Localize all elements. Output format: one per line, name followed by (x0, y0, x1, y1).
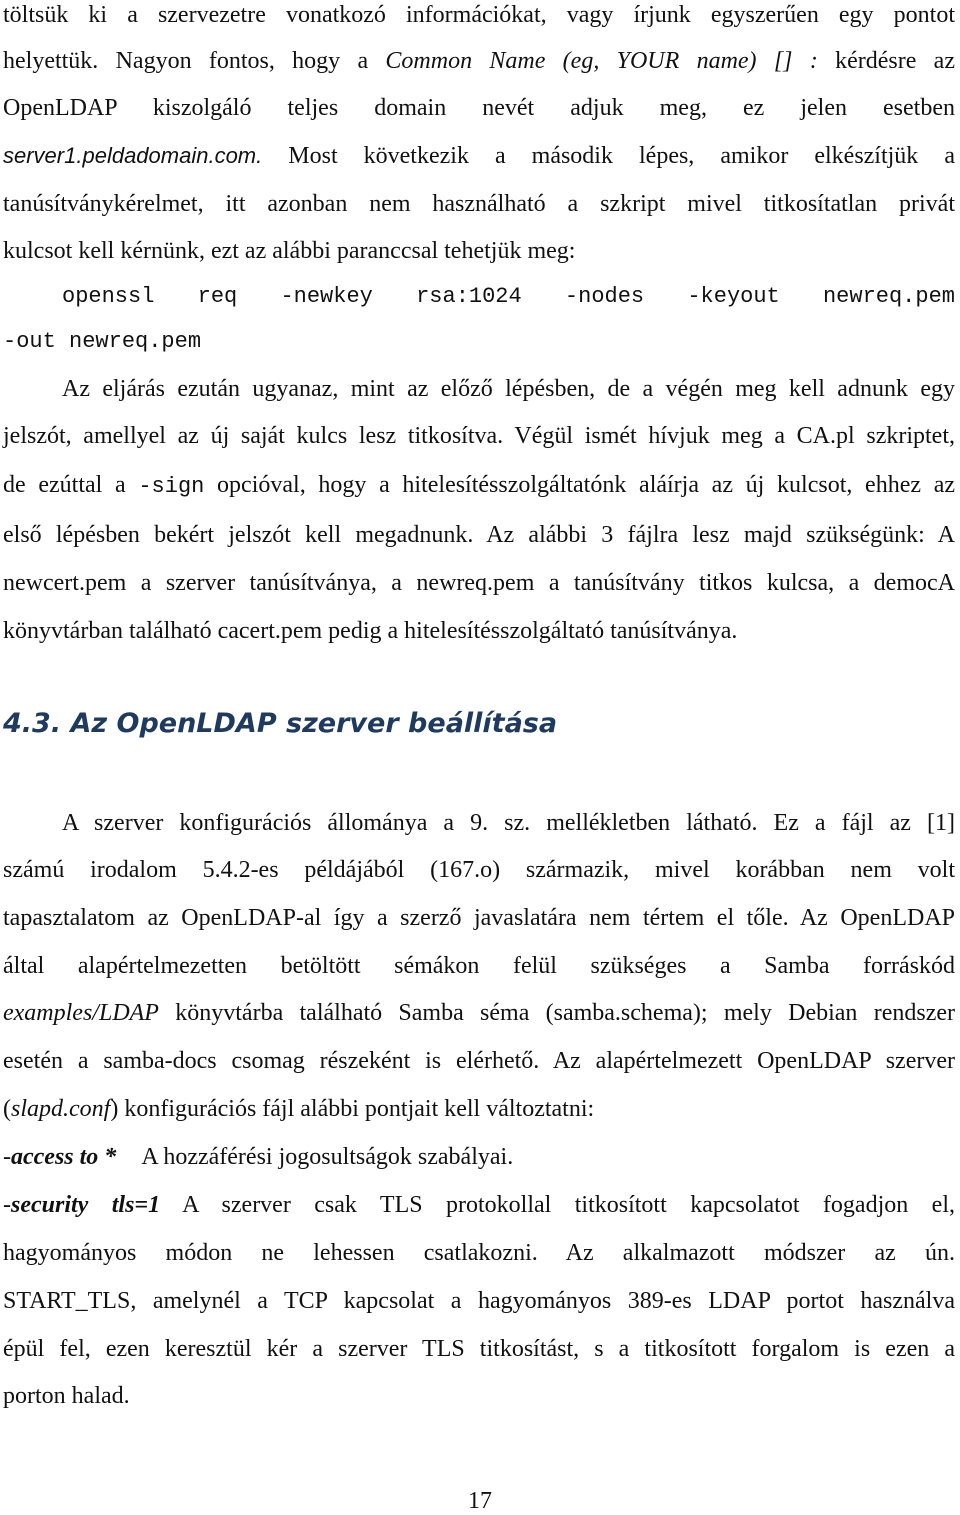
text-line: START_TLS, amelynél a TCP kapcsolat a hagyományos 389-es LDAP portot használva (3, 1288, 955, 1314)
text-line: porton halad. (3, 1383, 130, 1409)
path-text: examples/LDAP (3, 1000, 159, 1026)
text-line: könyvtárban található cacert.pem pedig a hitelesítésszolgáltató tanúsítványa. (3, 618, 738, 644)
section-heading: 4.3. Az OpenLDAP szerver beállítása (3, 708, 558, 739)
text-line: Az eljárás ezután ugyanaz, mint az előző lépésben, de a végén meg kell adnunk egy (62, 376, 955, 402)
text-line: hagyományos módon ne lehessen csatlakozni. Az alkalmazott módszer az ún. (3, 1240, 955, 1266)
command-line: openssl req -newkey rsa:1024 -nodes -keyout newreq.pem (62, 284, 955, 309)
config-option: -security tls=1 A szerver csak TLS protokollal titkosított kapcsolatot fogadjon el, (3, 1192, 956, 1218)
text-line: által alapértelmezetten betöltött sémákon felül szükséges a Samba forráskód (3, 953, 955, 979)
text-line: (slapd.conf) konfigurációs fájl alábbi pontjait kell változtatni: (3, 1096, 595, 1122)
text-line: helyettük. Nagyon fontos, hogy a Common Name (eg, YOUR name) [] : kérdésre az (3, 48, 955, 74)
text-line: töltsük ki a szervezetre vonatkozó információkat, vagy írjunk egyszerűen egy pontot (3, 2, 955, 28)
config-filename: slapd.conf (11, 1096, 111, 1122)
text-line: tapasztalatom az OpenLDAP-al így a szerző javaslatára nem tértem el tőle. Az OpenLDAP (3, 905, 955, 931)
server-domain: server1.peldadomain.com. (3, 143, 263, 168)
text-line: első lépésben bekért jelszót kell megadnunk. Az alábbi 3 fájlra lesz majd szükségünk: A (3, 522, 955, 548)
prompt-text: Common Name (eg, YOUR name) [] : (385, 48, 818, 74)
text-line: server1.peldadomain.com. Most következik a második lépes, amikor elkészítjük a (3, 143, 955, 169)
text-line: épül fel, ezen keresztül kér a szerver TLS titkosítást, s a titkosított forgalom is ezen a (3, 1336, 955, 1362)
option-name: security tls=1 (11, 1192, 161, 1218)
option-description: A hozzáférési jogosultságok szabályai. (141, 1144, 514, 1170)
page-number: 17 (468, 1488, 492, 1514)
text-line: számú irodalom 5.4.2-es példájából (167.o) származik, mivel korábban nem volt (3, 857, 955, 883)
text-line: OpenLDAP kiszolgáló teljes domain nevét adjuk meg, ez jelen esetben (3, 95, 955, 121)
sign-option: -sign (138, 474, 205, 499)
text-line: A szerver konfigurációs állománya a 9. sz. mellékletben látható. Ez a fájl az [1] (62, 810, 955, 836)
command-line: -out newreq.pem (3, 329, 202, 354)
text-line: examples/LDAP könyvtárba található Samba séma (samba.schema); mely Debian rendszer (3, 1000, 955, 1026)
text-line: jelszót, amellyel az új saját kulcs lesz titkosítva. Végül ismét hívjuk meg a CA.pl szkriptet, (3, 423, 955, 449)
text-line: esetén a samba-docs csomag részeként is elérhető. Az alapértelmezett OpenLDAP szerver (3, 1048, 955, 1074)
text-line: tanúsítványkérelmet, itt azonban nem használható a szkript mivel titkosítatlan privát (3, 191, 955, 217)
config-option: -access to * A hozzáférési jogosultságok szabályai. (3, 1144, 514, 1170)
option-description: A szerver csak TLS protokollal titkosított kapcsolatot fogadjon el, (182, 1192, 956, 1218)
text-line: newcert.pem a szerver tanúsítványa, a newreq.pem a tanúsítvány titkos kulcsa, a democA (3, 570, 955, 596)
text-line: de ezúttal a -sign opcióval, hogy a hitelesítésszolgáltatónk aláírja az új kulcsot, ehhez az (3, 472, 956, 499)
text-line: kulcsot kell kérnünk, ezt az alábbi paranccsal tehetjük meg: (3, 238, 576, 264)
option-name: access to * (11, 1144, 117, 1170)
